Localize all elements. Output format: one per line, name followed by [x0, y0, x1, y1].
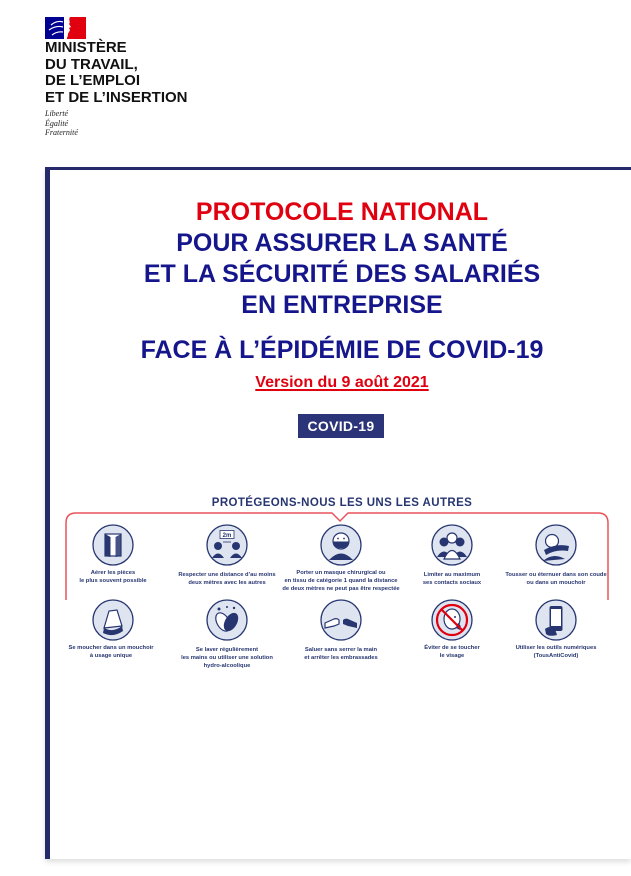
label-line: Se moucher dans un mouchoir: [68, 645, 154, 651]
people-group-icon: [431, 524, 473, 566]
phone-app-icon: [535, 599, 577, 641]
title-line: ET LA SÉCURITÉ DES SALARIÉS: [143, 260, 541, 288]
label-line: à usage unique: [89, 652, 133, 659]
window-icon: [92, 524, 134, 566]
marianne-logo-icon: [45, 17, 86, 39]
label-line: Porter un masque chirurgical ou: [296, 570, 386, 576]
gesture-label-mask: [279, 570, 403, 593]
distance-mark: 2m: [222, 532, 232, 539]
label-line: Limiter au maximum: [423, 572, 481, 578]
label-line: les mains ou utiliser une solution: [181, 654, 273, 661]
motto-line: Liberté: [45, 109, 69, 118]
label-line: en tissu de catégorie 1 quand la distance: [284, 577, 398, 584]
subtitle: FACE À L’ÉPIDÉMIE DE COVID-19: [140, 336, 544, 364]
label-line: le visage: [439, 652, 465, 659]
title-protocol: PROTOCOLE NATIONAL: [195, 198, 489, 226]
title-line: EN ENTREPRISE: [241, 291, 443, 319]
gesture-label-ventilate: [51, 570, 175, 586]
motto-line: Égalité: [45, 118, 69, 128]
mask-icon: [320, 524, 362, 566]
label-line: Utiliser les outils numériques: [515, 645, 597, 651]
label-line: Se laver régulièrement: [195, 647, 259, 653]
cough-elbow-icon: [535, 524, 577, 566]
label-line: ou dans un mouchoir: [526, 579, 586, 586]
no-handshake-icon: [320, 599, 362, 641]
gesture-label-cough: [494, 572, 618, 588]
gesture-label-distance: [165, 572, 289, 588]
infographic-heading: PROTÉGEONS-NOUS LES UNS LES AUTRES: [211, 497, 473, 509]
label-line: Respecter une distance d’au moins: [178, 572, 276, 578]
ministry-line: DU TRAVAIL,: [45, 55, 138, 73]
version-date: [52, 373, 631, 393]
motto-line: Fraternité: [45, 128, 78, 137]
ministry-name: [45, 40, 188, 106]
label-line: (TousAntiCovid): [533, 652, 579, 659]
label-line: le plus souvent possible: [79, 577, 147, 584]
marianne-logo-graphic: [45, 17, 86, 39]
label-line: et arrêter les embrassades: [304, 654, 378, 661]
gesture-label-greeting: [279, 647, 403, 663]
label-line: hydro-alcoolique: [203, 662, 251, 669]
ministry-line: MINISTÈRE: [45, 39, 127, 56]
distance-2m-icon: [206, 524, 248, 566]
gesture-label-tissue: [49, 645, 173, 661]
republic-motto: [45, 109, 78, 138]
tissue-icon: [92, 599, 134, 641]
version-text: Version du 9 août 2021: [255, 374, 429, 391]
label-line: ses contacts sociaux: [422, 579, 482, 586]
ministry-line: DE L’EMPLOI: [45, 72, 141, 89]
label-line: Éviter de se toucher: [424, 645, 480, 651]
label-line: Aérer les pièces: [90, 570, 136, 576]
no-face-touch-icon: [431, 599, 473, 641]
gesture-label-handwash: [165, 647, 289, 670]
gesture-label-digital: [494, 645, 618, 661]
label-line: deux mètres avec les autres: [188, 579, 266, 586]
ministry-line: ET DE L’INSERTION: [45, 88, 188, 106]
label-line: Tousser ou éternuer dans son coude: [505, 572, 607, 578]
label-line: de deux mètres ne peut pas être respectée: [282, 585, 400, 592]
label-line: Saluer sans serrer la main: [304, 647, 378, 653]
hand-wash-icon: [206, 599, 248, 641]
title-line: POUR ASSURER LA SANTÉ: [176, 229, 508, 257]
covid-badge: COVID-19: [298, 414, 384, 438]
